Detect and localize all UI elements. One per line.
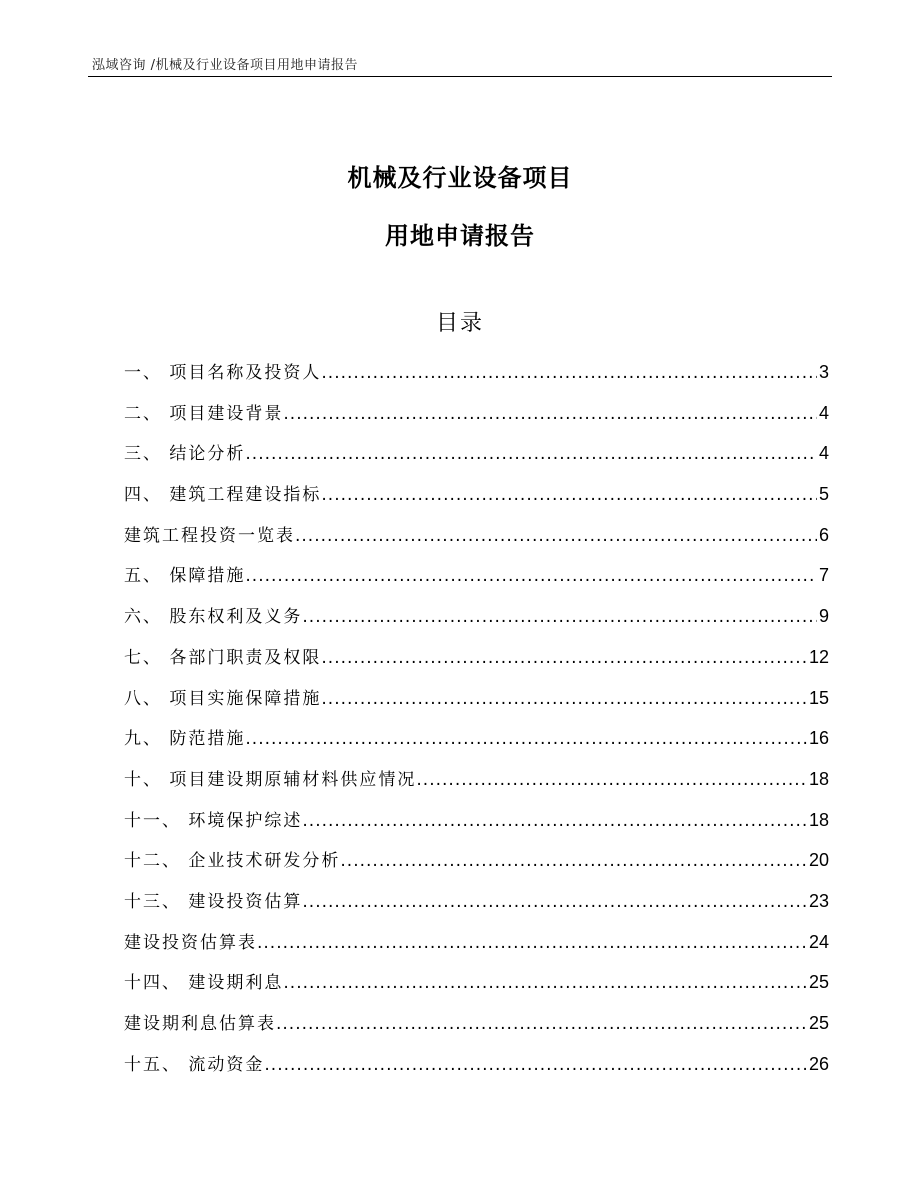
running-header: 泓域咨询 /机械及行业设备项目用地申请报告 bbox=[92, 58, 359, 73]
toc-dot-leader bbox=[416, 764, 807, 796]
toc-entry-label: 一、 项目名称及投资人 bbox=[124, 363, 322, 383]
toc-entry[interactable] bbox=[124, 804, 829, 845]
toc-entry[interactable] bbox=[124, 437, 829, 478]
toc-entry-page: 7 bbox=[818, 565, 829, 586]
toc-entry[interactable] bbox=[124, 478, 829, 519]
toc-entry[interactable] bbox=[124, 559, 829, 600]
header-divider bbox=[88, 76, 832, 77]
toc-entry-label: 十五、 流动资金 bbox=[124, 1054, 265, 1075]
report-title-line-1: 机械及行业设备项目 bbox=[347, 164, 573, 192]
toc-entry-label: 建筑工程投资一览表 bbox=[124, 525, 295, 546]
toc-entry-page: 6 bbox=[818, 524, 829, 545]
toc-dot-leader bbox=[302, 805, 807, 837]
toc-entry-page: 5 bbox=[818, 484, 829, 505]
toc-entry-label: 五、 保障措施 bbox=[124, 566, 246, 587]
toc-entry-label: 建设期利息估算表 bbox=[124, 1014, 276, 1034]
toc-dot-leader bbox=[245, 560, 817, 592]
toc-entry[interactable] bbox=[124, 1007, 829, 1048]
toc-entry[interactable] bbox=[124, 356, 829, 397]
toc-entry-label: 四、 建筑工程建设指标 bbox=[124, 485, 322, 506]
toc-entry-label: 十三、 建设投资估算 bbox=[124, 891, 303, 912]
toc-dot-leader bbox=[302, 886, 807, 918]
toc-entry-page: 4 bbox=[818, 443, 829, 464]
toc-entry[interactable] bbox=[124, 844, 829, 885]
toc-entry[interactable] bbox=[124, 519, 829, 560]
toc-entry-label: 十一、 环境保护综述 bbox=[124, 810, 303, 831]
report-title-line-2: 用地申请报告 bbox=[385, 222, 535, 250]
toc-entry-page: 3 bbox=[818, 362, 829, 382]
toc-dot-leader bbox=[321, 479, 817, 511]
toc-entry[interactable] bbox=[124, 641, 829, 682]
toc-entry-label: 八、 项目实施保障措施 bbox=[124, 688, 322, 709]
toc-dot-leader bbox=[321, 683, 807, 715]
toc-entry[interactable] bbox=[124, 966, 829, 1007]
toc-dot-leader bbox=[245, 723, 807, 755]
toc-entry[interactable] bbox=[124, 397, 829, 438]
toc-entry-page: 16 bbox=[808, 728, 829, 749]
toc-entry-page: 20 bbox=[808, 850, 829, 871]
toc-entry-label: 三、 结论分析 bbox=[124, 444, 246, 465]
toc-entry-page: 23 bbox=[808, 890, 829, 911]
toc-entry-page: 9 bbox=[818, 606, 829, 627]
toc-dot-leader bbox=[321, 357, 817, 389]
toc-entry-page: 26 bbox=[808, 1053, 829, 1074]
toc-dot-leader bbox=[295, 520, 817, 552]
toc-entry-label: 十四、 建设期利息 bbox=[124, 973, 284, 994]
toc-entry-page: 15 bbox=[808, 687, 829, 708]
toc-dot-leader bbox=[276, 1008, 807, 1040]
toc-heading: 目录 bbox=[435, 311, 484, 336]
toc-entry-page: 25 bbox=[808, 1013, 829, 1033]
toc-entry-label: 二、 项目建设背景 bbox=[124, 403, 284, 424]
toc-entry-page: 25 bbox=[808, 972, 829, 993]
toc-entry-label: 九、 防范措施 bbox=[124, 729, 246, 750]
toc-entry-label: 建设投资估算表 bbox=[124, 932, 257, 953]
toc-entry[interactable] bbox=[124, 763, 829, 804]
toc-dot-leader bbox=[340, 845, 807, 877]
toc-entry-label: 七、 各部门职责及权限 bbox=[124, 647, 322, 668]
toc-entry-label: 十、 项目建设期原辅材料供应情况 bbox=[124, 769, 417, 790]
toc-entry-page: 24 bbox=[808, 931, 829, 952]
toc-dot-leader bbox=[245, 438, 817, 470]
toc-dot-leader bbox=[302, 601, 817, 633]
toc-entry[interactable] bbox=[124, 885, 829, 926]
toc-dot-leader bbox=[264, 1049, 807, 1081]
toc-entry-label: 十二、 企业技术研发分析 bbox=[124, 851, 341, 872]
toc-entry[interactable] bbox=[124, 682, 829, 723]
toc-entry[interactable] bbox=[124, 722, 829, 763]
toc-entry[interactable] bbox=[124, 600, 829, 641]
toc-entry-page: 18 bbox=[808, 768, 829, 789]
toc-entry[interactable] bbox=[124, 926, 829, 967]
toc-entry[interactable] bbox=[124, 1048, 829, 1089]
table-of-contents bbox=[124, 356, 829, 1088]
toc-dot-leader bbox=[283, 967, 807, 999]
toc-entry-page: 12 bbox=[808, 646, 829, 667]
toc-entry-page: 18 bbox=[808, 809, 829, 830]
toc-entry-page: 4 bbox=[818, 402, 829, 423]
toc-dot-leader bbox=[321, 642, 807, 674]
toc-dot-leader bbox=[283, 398, 817, 430]
toc-dot-leader bbox=[257, 927, 807, 959]
toc-entry-label: 六、 股东权利及义务 bbox=[124, 607, 303, 628]
